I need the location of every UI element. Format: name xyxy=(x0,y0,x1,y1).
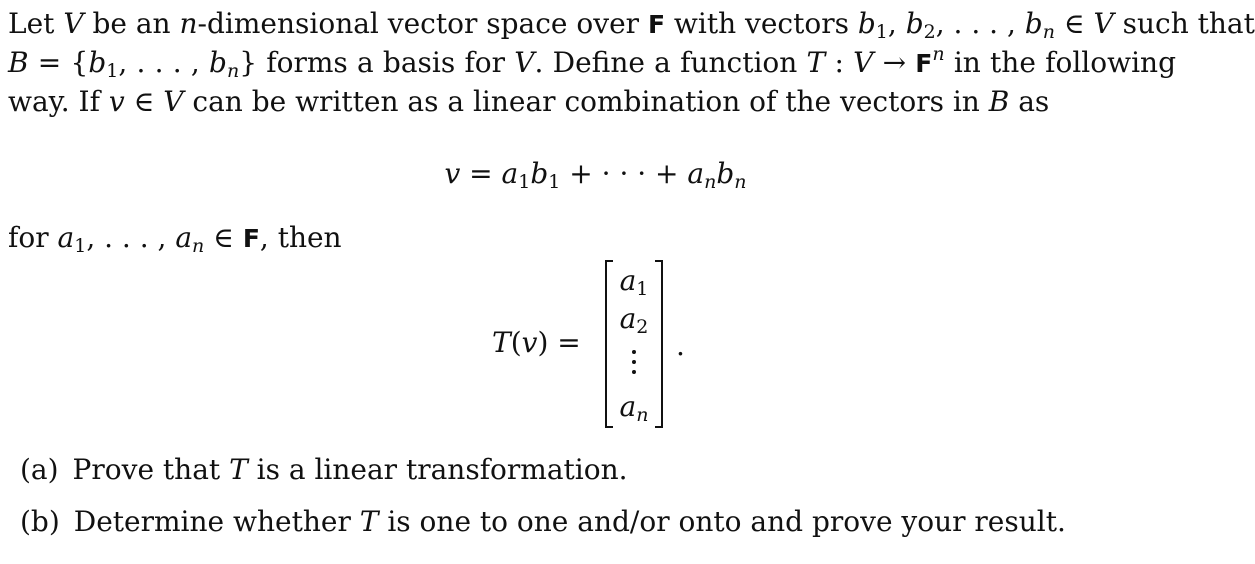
text: as xyxy=(1009,85,1050,118)
text: ) = xyxy=(537,326,581,359)
column-vector xyxy=(605,260,663,428)
math-var: a xyxy=(619,302,637,335)
text: } forms a basis for xyxy=(239,46,515,79)
math-var: v xyxy=(444,157,461,190)
math-var: T xyxy=(492,326,511,359)
text: = { xyxy=(28,46,89,79)
vertical-dots xyxy=(632,350,636,380)
subscript: 1 xyxy=(636,278,649,300)
math-var: V xyxy=(1093,7,1114,40)
text: Prove that xyxy=(72,453,230,486)
text: is one to one and/or onto and prove your result. xyxy=(378,505,1066,538)
subscript: 1 xyxy=(518,171,531,193)
math-var: a xyxy=(619,390,637,423)
math-var: a xyxy=(175,221,193,254)
text: , . . . , xyxy=(86,221,176,254)
math-var: b xyxy=(905,7,924,40)
question-b xyxy=(20,504,1066,540)
math-var: a xyxy=(501,157,519,190)
field-symbol: F xyxy=(242,224,260,253)
text: way. If xyxy=(8,85,109,118)
math-var: b xyxy=(209,46,227,79)
math-var: V xyxy=(853,46,874,79)
subscript: n xyxy=(636,404,649,426)
question-a xyxy=(20,452,628,488)
subscript: n xyxy=(1042,21,1055,43)
math-var: b xyxy=(530,157,549,190)
for-clause xyxy=(8,220,342,257)
subscript: n xyxy=(192,235,205,257)
math-var: V xyxy=(63,7,84,40)
field-symbol: F xyxy=(647,10,666,39)
subscript: 1 xyxy=(106,60,119,82)
text: . Define a function xyxy=(534,46,807,79)
text: for xyxy=(8,221,58,254)
paragraph-line-1 xyxy=(8,6,1255,43)
math-var: T xyxy=(229,453,248,486)
math-var: T xyxy=(359,505,379,538)
text: with vectors xyxy=(665,7,858,40)
math-var: n xyxy=(179,7,198,40)
text: ∈ xyxy=(124,85,164,118)
vector-entry-1 xyxy=(605,264,663,300)
subscript: n xyxy=(734,171,747,193)
subscript: 1 xyxy=(74,235,87,257)
text: can be written as a linear combination of the vectors in xyxy=(183,85,989,118)
equation-period xyxy=(676,328,685,364)
equation-linear-combination xyxy=(0,156,1191,192)
math-var: V xyxy=(163,85,184,118)
text: . xyxy=(676,329,685,362)
math-var: v xyxy=(521,326,538,359)
text: → xyxy=(873,46,916,79)
math-var: B xyxy=(988,85,1010,118)
subscript: 1 xyxy=(875,21,888,43)
math-var: a xyxy=(619,264,637,297)
text: : xyxy=(825,46,854,79)
text: ∈ xyxy=(204,221,243,254)
math-var: a xyxy=(687,157,705,190)
math-var: b xyxy=(1024,7,1043,40)
text: = xyxy=(460,157,502,190)
math-var: v xyxy=(108,85,125,118)
equation-T-of-v-lhs xyxy=(492,325,581,361)
text: ∈ xyxy=(1054,7,1094,40)
text: , then xyxy=(259,221,342,254)
field-symbol: F xyxy=(915,49,933,78)
text: Let xyxy=(8,7,64,40)
vector-entry-n xyxy=(605,390,663,426)
text: + · · · + xyxy=(560,157,688,190)
subscript: n xyxy=(226,60,240,82)
text: , . . . , xyxy=(935,7,1025,40)
superscript: n xyxy=(932,43,945,65)
text: , . . . , xyxy=(118,46,209,79)
math-var: b xyxy=(88,46,107,79)
math-var: a xyxy=(57,221,75,254)
text: in the following xyxy=(944,46,1176,79)
paragraph-line-2 xyxy=(8,45,1176,82)
paragraph-line-3 xyxy=(8,84,1049,120)
math-var: B xyxy=(8,46,29,79)
math-var: b xyxy=(716,157,735,190)
question-label: (b) xyxy=(20,505,60,538)
subscript: n xyxy=(704,171,717,193)
text: , xyxy=(887,7,906,40)
text: is a linear transformation. xyxy=(247,453,628,486)
text: be an xyxy=(83,7,180,40)
subscript: 2 xyxy=(636,316,649,338)
vector-entry-2 xyxy=(605,302,663,338)
math-var: T xyxy=(806,46,826,79)
text: Determine whether xyxy=(73,505,360,538)
math-var: V xyxy=(514,46,535,79)
text: -dimensional vector space over xyxy=(197,7,648,40)
text: such that xyxy=(1113,7,1255,40)
text: ( xyxy=(510,326,522,359)
question-label: (a) xyxy=(20,453,59,486)
math-var: b xyxy=(857,7,876,40)
subscript: 1 xyxy=(548,171,561,193)
subscript: 2 xyxy=(923,21,936,43)
